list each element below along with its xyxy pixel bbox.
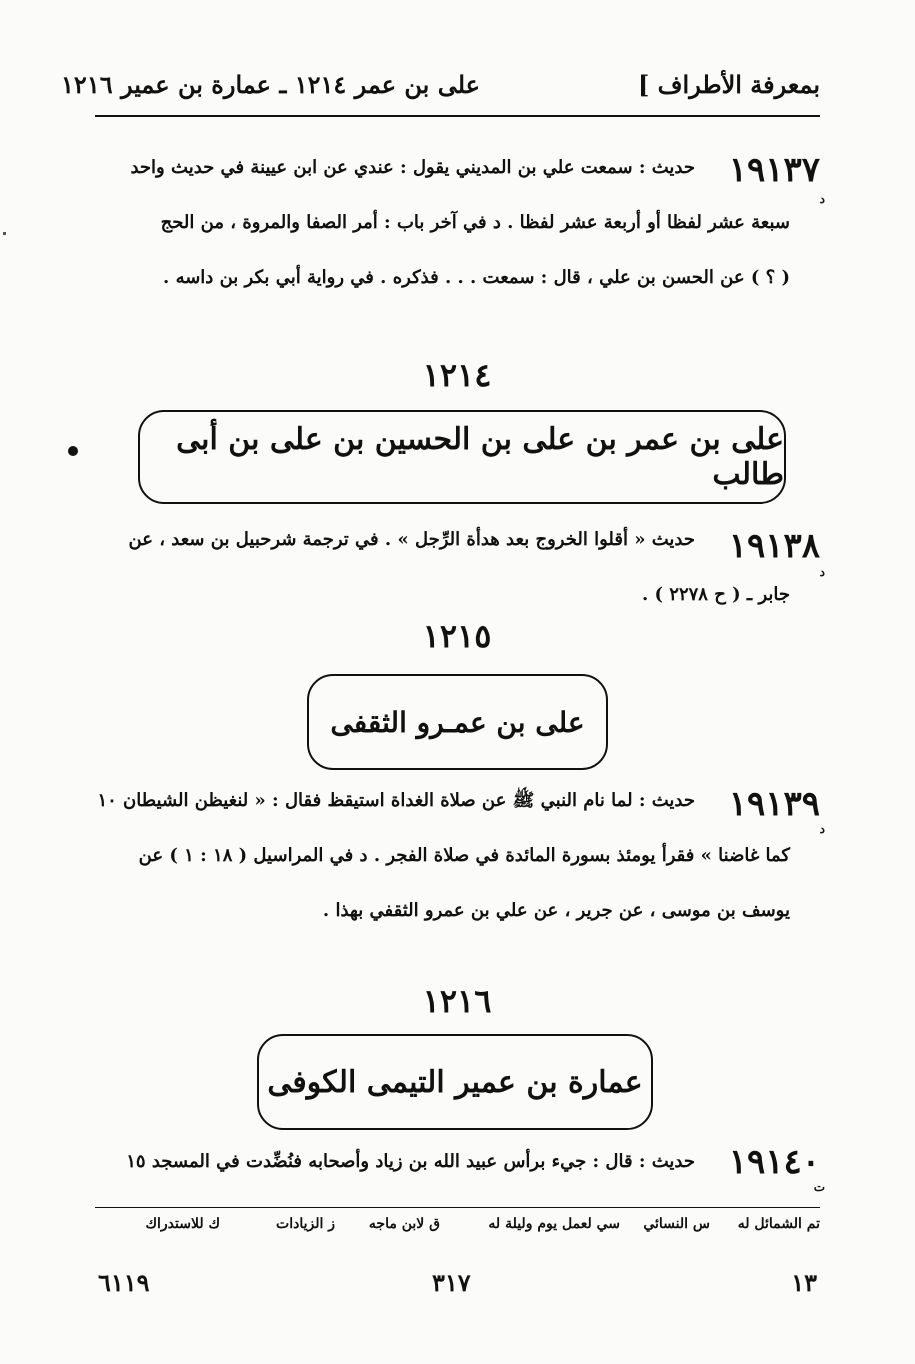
text-line: حديث : سمعت علي بن المديني يقول : عندي عن ابن عيينة في حديث واحد bbox=[130, 157, 695, 178]
legend-item: ز الزيادات bbox=[276, 1216, 335, 1232]
section-number: ١٢١٤ bbox=[422, 356, 492, 394]
hadith-text bbox=[97, 773, 820, 938]
hadith-text bbox=[120, 140, 820, 305]
hadith-number: ١٩١٣٨ bbox=[728, 526, 820, 566]
section-number: ١٢١٥ bbox=[422, 617, 492, 655]
hadith-text bbox=[120, 1134, 820, 1189]
legend-item: سي لعمل يوم وليلة له bbox=[488, 1216, 620, 1232]
page-number-right: ١٣ bbox=[791, 1268, 817, 1297]
legend-item: ك للاستدراك bbox=[145, 1216, 220, 1232]
section-title-box bbox=[138, 410, 786, 504]
text-line: يوسف بن موسى ، عن جرير ، عن علي بن عمرو الثقفي بهذا . bbox=[322, 900, 790, 921]
running-header-right: بمعرفة الأطراف ] bbox=[637, 70, 820, 99]
page-number-center: ٣١٧ bbox=[432, 1268, 471, 1297]
legend-item: تم الشمائل له bbox=[737, 1216, 820, 1232]
text-line: حديث « أقلوا الخروج بعد هدأة الرِّجل » . في ترجمة شرحبيل بن سعد ، عن bbox=[128, 529, 695, 550]
bullet-mark bbox=[68, 446, 78, 456]
page-number-left: ٦١١٩ bbox=[98, 1268, 150, 1297]
section-number: ١٢١٦ bbox=[422, 982, 492, 1020]
text-line: حديث : لما نام النبي ﷺ عن صلاة الغداة استيقظ فقال : « لنغيظن الشيطان ١٠ bbox=[97, 790, 695, 811]
hadith-number: ١٩١٣٧ bbox=[728, 150, 820, 190]
section-title-box bbox=[307, 674, 608, 770]
header-rule bbox=[95, 115, 820, 117]
legend-item: س النسائي bbox=[643, 1216, 710, 1232]
hadith-siglum: د bbox=[819, 192, 825, 206]
hadith-number: ١٩١٤٠ bbox=[728, 1142, 820, 1182]
margin-mark bbox=[3, 232, 6, 235]
hadith-siglum: ت bbox=[813, 1180, 825, 1194]
text-line: ( ؟ ) عن الحسن بن علي ، قال : سمعت . . . فذكره . في رواية أبي بكر بن داسه . bbox=[163, 267, 790, 288]
section-title: عمارة بن عمير التيمى الكوفى bbox=[267, 1064, 643, 1100]
section-title-box bbox=[257, 1034, 653, 1130]
running-header-title: على بن عمر ١٢١٤ ـ عمارة بن عمير ١٢١٦ bbox=[61, 70, 480, 99]
text-line: حديث : قال : جيء برأس عبيد الله بن زياد وأصحابه فنُضِّدت في المسجد ١٥ bbox=[126, 1151, 695, 1172]
hadith-number: ١٩١٣٩ bbox=[728, 784, 820, 824]
hadith-text bbox=[120, 512, 820, 622]
text-line: سبعة عشر لفظا أو أربعة عشر لفظا . د في آخر باب : أمر الصفا والمروة ، من الحج bbox=[160, 212, 790, 233]
legend-item: ق لابن ماجه bbox=[368, 1216, 440, 1232]
text-line: جابر ـ ( ح ٢٢٧٨ ) . bbox=[641, 584, 790, 605]
hadith-siglum: د bbox=[819, 822, 825, 836]
hadith-siglum: د bbox=[819, 565, 825, 579]
footnote-rule bbox=[95, 1207, 820, 1208]
text-line: كما غاضنا » فقرأ يومئذ بسورة المائدة في صلاة الفجر . د في المراسيل ( ١٨ : ١ ) عن bbox=[138, 845, 790, 866]
section-title: على بن عمر بن على بن الحسين بن على بن أبى طالب bbox=[176, 422, 784, 492]
section-title: على بن عمـرو الثقفى bbox=[330, 705, 585, 739]
